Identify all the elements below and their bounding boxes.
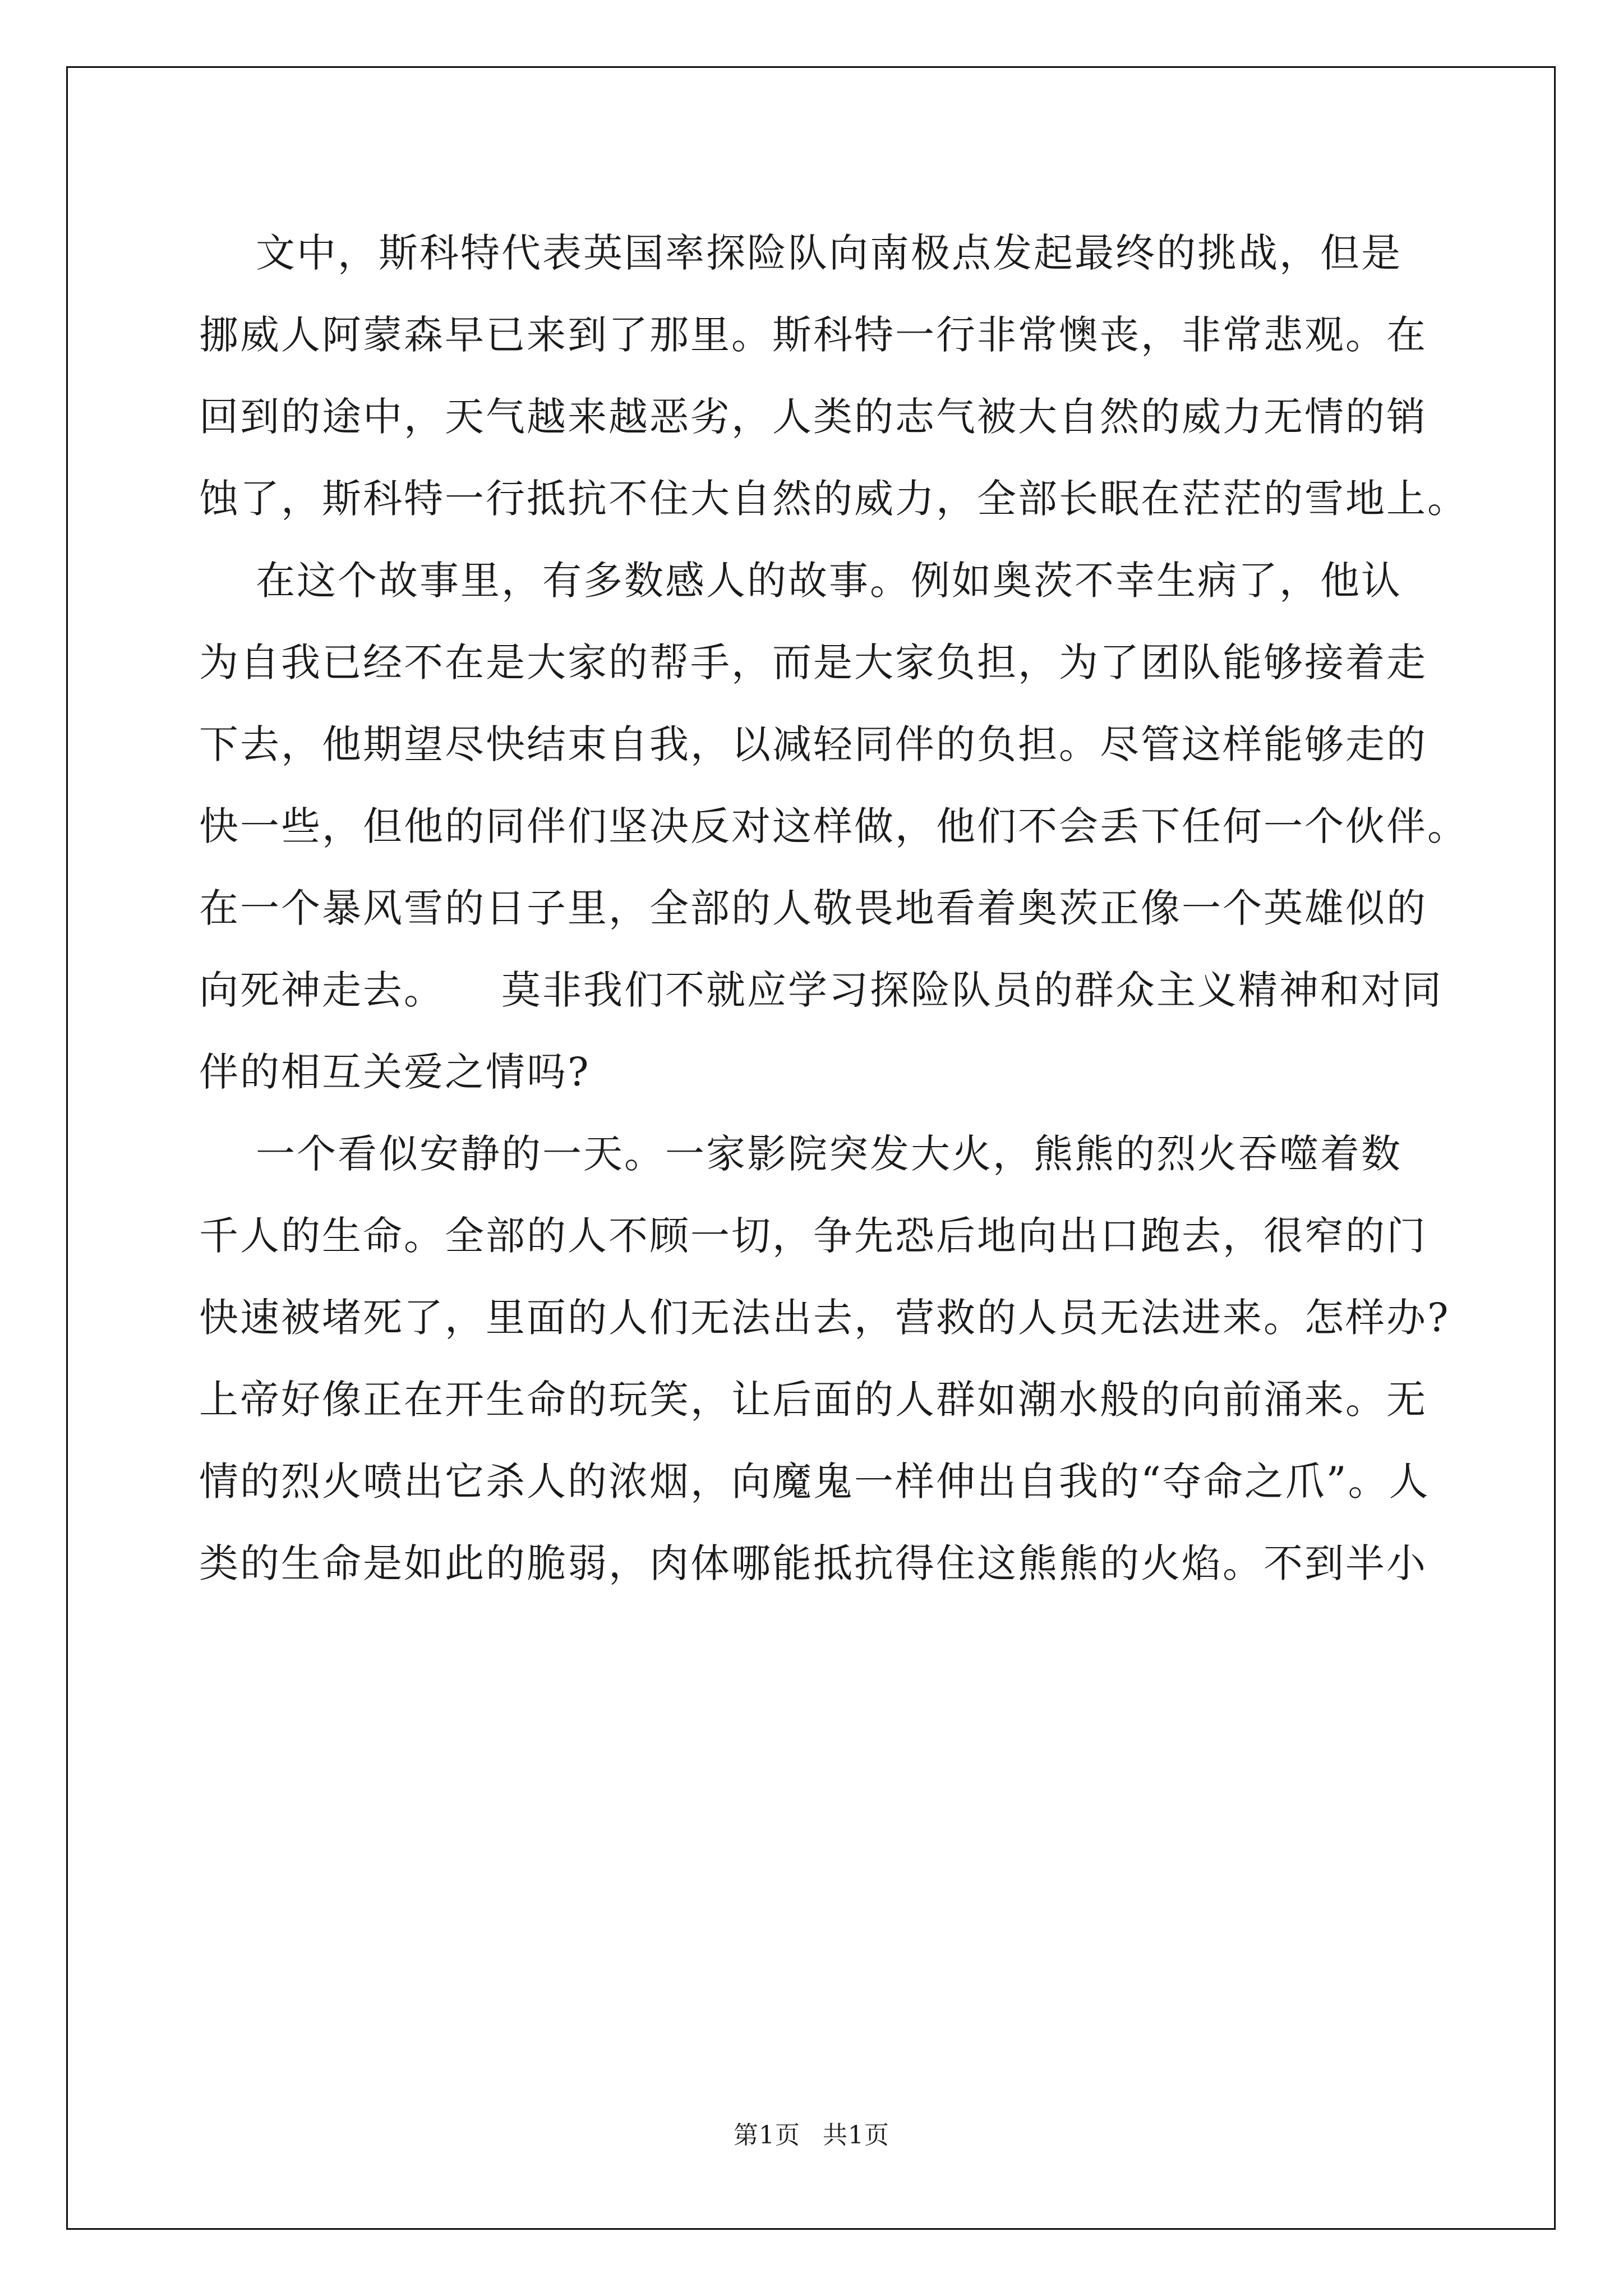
text-line: 回到的途中，天气越来越恶劣，人类的志气被大自然的威力无情的销 xyxy=(199,394,1427,440)
text-line: 一个看似安静的一天。一家影院突发大火，熊熊的烈火吞噬着数 xyxy=(199,1131,1403,1177)
text-line: 快一些，但他的同伴们坚决反对这样做，他们不会丢下任何一个伙伴。 xyxy=(199,803,1468,849)
text-line: 在一个暴风雪的日子里，全部的人敬畏地看着奥茨正像一个英雄似的 xyxy=(199,885,1427,931)
text-line: 向死神走去。 莫非我们不就应学习探险队员的群众主义精神和对同 xyxy=(199,967,1444,1013)
text-line: 挪威人阿蒙森早已来到了那里。斯科特一行非常懊丧，非常悲观。在 xyxy=(199,312,1427,358)
text-line: 快速被堵死了，里面的人们无法出去，营救的人员无法进来。怎样办? xyxy=(199,1295,1450,1341)
text-line: 为自我已经不在是大家的帮手，而是大家负担，为了团队能够接着走 xyxy=(199,639,1427,685)
text-line: 上帝好像正在开生命的玩笑，让后面的人群如潮水般的向前涌来。无 xyxy=(199,1377,1427,1423)
page-number: 第1页 xyxy=(734,2121,800,2150)
text-line: 在这个故事里，有多数感人的故事。例如奥茨不幸生病了，他认 xyxy=(199,558,1403,604)
page-footer xyxy=(0,2115,1623,2151)
document-body xyxy=(199,212,1468,1604)
text-line: 情的烈火喷出它杀人的浓烟，向魔鬼一样伸出自我的“夺命之爪”。人 xyxy=(199,1458,1430,1504)
text-line: 蚀了，斯科特一行抵抗不住大自然的威力，全部长眠在茫茫的雪地上。 xyxy=(199,476,1468,522)
text-line: 千人的生命。全部的人不顾一切，争先恐后地向出口跑去，很窄的门 xyxy=(199,1213,1427,1259)
text-line: 文中，斯科特代表英国率探险队向南极点发起最终的挑战，但是 xyxy=(199,230,1403,276)
text-line: 伴的相互关爱之情吗? xyxy=(199,1049,591,1095)
text-line: 下去，他期望尽快结束自我，以减轻同伴的负担。尽管这样能够走的 xyxy=(199,721,1427,767)
page-total: 共1页 xyxy=(823,2121,889,2150)
text-line: 类的生命是如此的脆弱，肉体哪能抵抗得住这熊熊的火焰。不到半小 xyxy=(199,1540,1427,1586)
